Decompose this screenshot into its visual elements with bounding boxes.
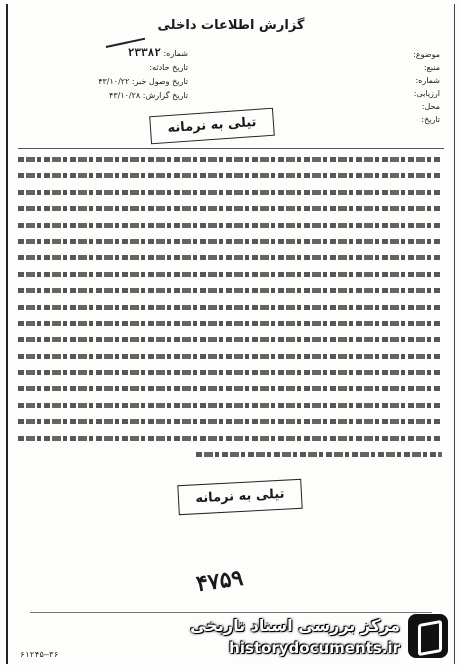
distribution-stamp-bottom: تیلی به نرمانه	[177, 479, 302, 515]
body-line	[18, 363, 442, 379]
body-line	[18, 166, 442, 182]
body-line	[18, 150, 442, 166]
report-number: ۲۳۳۸۲	[127, 46, 161, 59]
body-line	[18, 330, 442, 346]
body-line	[18, 248, 442, 264]
report-fields	[290, 48, 440, 126]
header-divider	[18, 148, 444, 149]
archive-watermark	[152, 612, 452, 664]
event-date-row: تاریخ حادثه:	[149, 63, 188, 72]
receipt-date-row: تاریخ وصول خبر: ۴۳/۱۰/۲۲	[98, 77, 188, 86]
report-number-row: شماره: ۲۳۳۸۲	[127, 46, 188, 59]
body-line	[18, 298, 442, 314]
archive-logo-icon	[408, 614, 448, 658]
distribution-stamp: تیلی به نرمانه	[149, 108, 275, 145]
body-line	[18, 429, 442, 445]
body-line	[18, 281, 442, 297]
body-line	[18, 183, 442, 199]
field-number: شماره:	[415, 76, 440, 85]
report-meta	[18, 46, 188, 103]
body-line	[18, 232, 442, 248]
body-line	[18, 347, 442, 363]
body-line	[18, 216, 442, 232]
handwritten-number: ۴۷۵۹	[194, 564, 245, 598]
body-line	[18, 265, 442, 281]
field-date: تاریخ:	[421, 115, 440, 124]
archive-name: مرکز بررسی اسناد تاریخی	[190, 616, 400, 635]
body-line	[18, 314, 442, 330]
form-code: ۶۱۲۴۵—۳۶	[20, 650, 59, 659]
body-line	[18, 445, 442, 461]
field-place: محل:	[421, 102, 440, 111]
field-evaluation: ارزیابی:	[413, 89, 440, 98]
body-line	[18, 412, 442, 428]
body-line	[18, 396, 442, 412]
report-body-illegible	[18, 150, 442, 466]
body-line	[18, 199, 442, 215]
field-source: منبع:	[423, 63, 440, 72]
field-subject: موضوع:	[413, 50, 440, 59]
report-date-row: تاریخ گزارش: ۴۳/۱۰/۲۸	[109, 91, 188, 100]
archive-website: historydocuments.ir	[229, 639, 400, 657]
report-title: گزارش اطلاعات داخلی	[157, 18, 305, 33]
body-line	[18, 379, 442, 395]
